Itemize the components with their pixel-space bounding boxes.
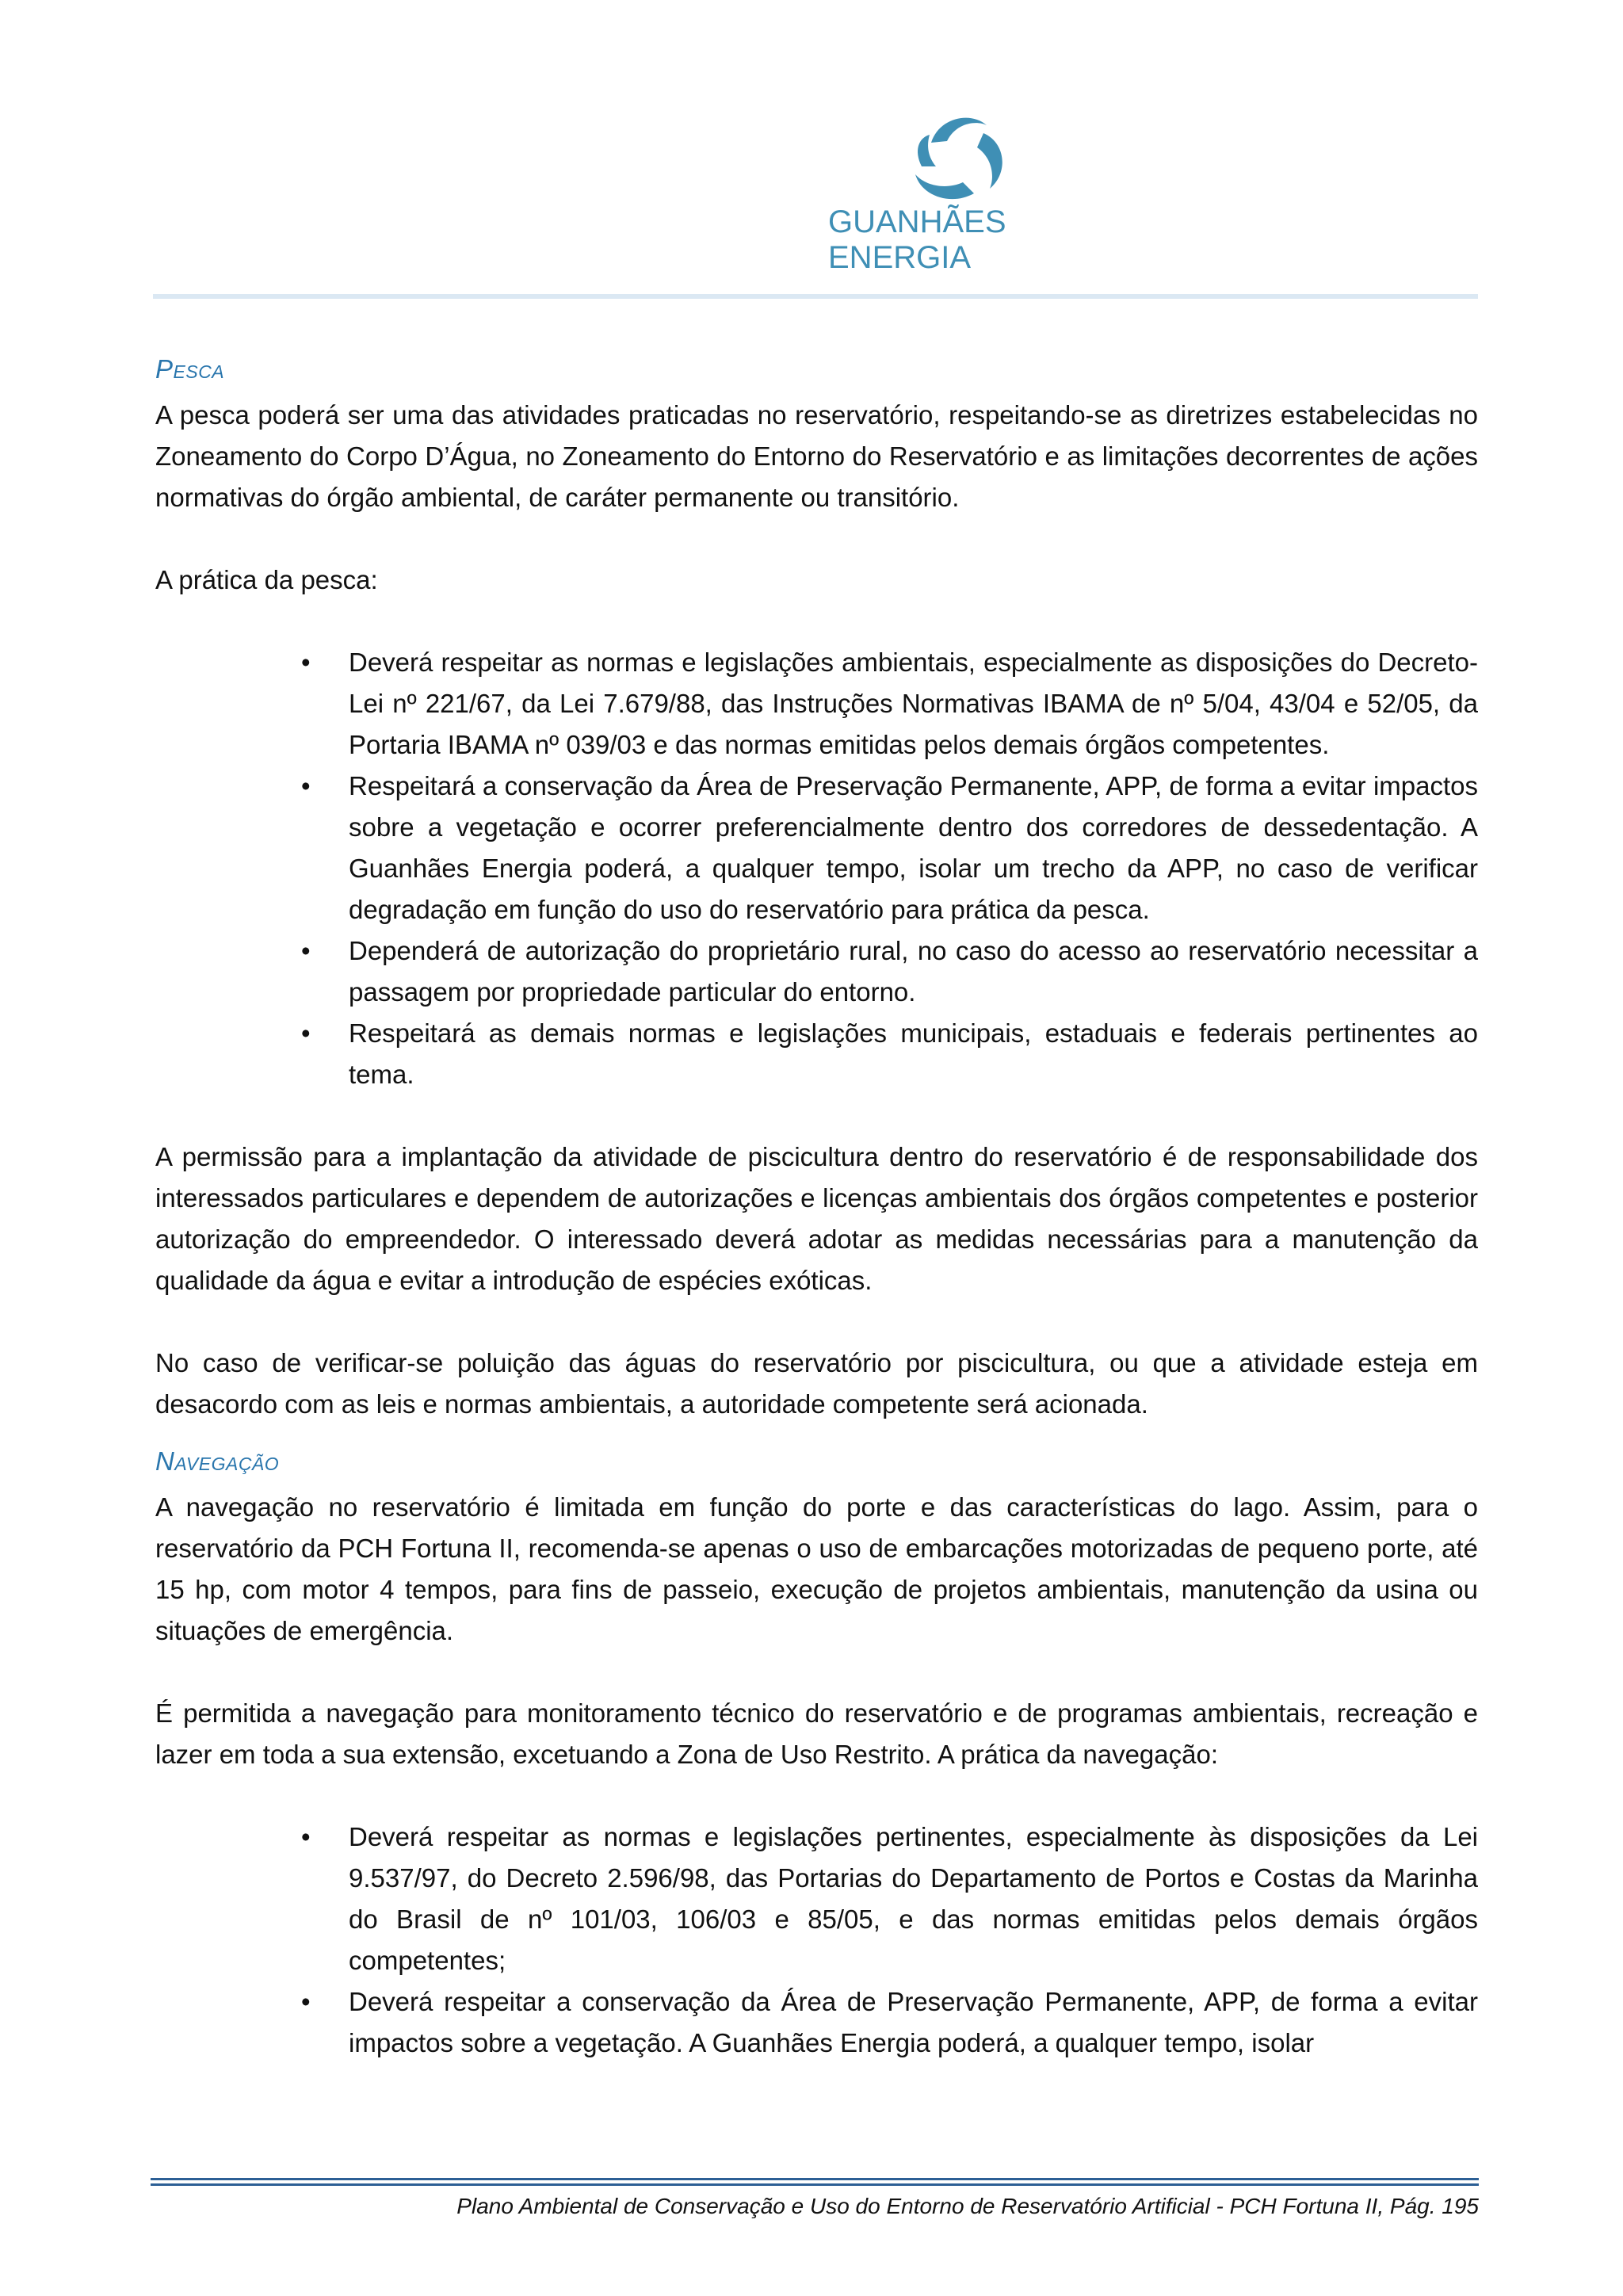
list-item (301, 930, 1478, 1013)
section-heading-navegacao: Navegação (155, 1446, 280, 1476)
bullet-icon: • (301, 1018, 311, 1048)
list-item-text: Respeitará a conservação da Área de Preservação Permanente, APP, de forma a evitar impactos sobre a vegetação e ocorrer preferencialmente dentro dos corredores de dessedentação. A Guanhães Energia poderá, a qualquer tempo, isolar um trecho da APP, no caso de verificar degradação em função do uso do reservatório para prática da pesca. (349, 771, 1478, 924)
list-item (301, 1013, 1478, 1095)
navegacao-paragraph-1: A navegação no reservatório é limitada em função do porte e das características do lago. Assim, para o reservatório da PCH Fortuna II, recomenda-se apenas o uso de embarcações motorizadas de pequeno porte, até 15 hp, com motor 4 tempos, para fins de passeio, execução de projetos ambientais, manutenção da usina ou situações de emergência. (155, 1492, 1478, 1645)
list-item-text: Deverá respeitar as normas e legislações pertinentes, especialmente às disposições da Lei 9.537/97, do Decreto 2.596/98, das Portarias do Departamento de Portos e Costas da Marinha do Brasil de nº 101/03, 106/03 e 85/05, e das normas emitidas pelos demais órgãos competentes; (349, 1822, 1478, 1975)
bullet-icon: • (301, 1987, 311, 2016)
page-content (155, 349, 1478, 2064)
bullet-icon: • (301, 936, 311, 965)
pesca-bullet-list (155, 642, 1478, 1095)
pesca-paragraph-2: A prática da pesca: (155, 565, 378, 594)
page-footer: Plano Ambiental de Conservação e Uso do Entorno de Reservatório Artificial - PCH Fortuna II, Pág. 195 (456, 2194, 1479, 2218)
list-item (301, 1817, 1478, 1981)
company-logo (820, 103, 1137, 275)
section-heading-pesca: Pesca (155, 354, 225, 384)
pesca-paragraph-4: No caso de verificar-se poluição das águas do reservatório por piscicultura, ou que a atividade esteja em desacordo com as leis e normas ambientais, a autoridade competente será acionada. (155, 1348, 1478, 1419)
bullet-icon: • (301, 648, 311, 677)
logo-text: GUANHÃES ENERGIA (828, 204, 1006, 275)
pesca-paragraph-1: A pesca poderá ser uma das atividades praticadas no reservatório, respeitando-se as diretrizes estabelecidas no Zoneamento do Corpo D’Água, no Zoneamento do Entorno do Reservatório e as limitações decorrentes de ações normativas do órgão ambiental, de caráter permanente ou transitório. (155, 400, 1478, 512)
list-item-text: Deverá respeitar as normas e legislações ambientais, especialmente as disposições do Decreto-Lei nº 221/67, da Lei 7.679/88, das Instruções Normativas IBAMA de nº 5/04, 43/04 e 52/05, da Portaria IBAMA nº 039/03 e das normas emitidas pelos demais órgãos competentes. (349, 648, 1478, 759)
header-divider (153, 294, 1478, 299)
list-item (301, 766, 1478, 930)
list-item-text: Deverá respeitar a conservação da Área de Preservação Permanente, APP, de forma a evitar impactos sobre a vegetação. A Guanhães Energia poderá, a qualquer tempo, isolar (349, 1987, 1478, 2057)
footer-divider-bottom (151, 2183, 1479, 2186)
footer-divider-top (151, 2178, 1479, 2180)
pesca-paragraph-3: A permissão para a implantação da atividade de piscicultura dentro do reservatório é de responsabilidade dos interessados particulares e dependem de autorizações e licenças ambientais dos órgãos competentes e posterior autorização do empreendedor. O interessado deverá adotar as medidas necessárias para a manutenção da qualidade da água e evitar a introdução de espécies exóticas. (155, 1142, 1478, 1295)
list-item (301, 1981, 1478, 2064)
navegacao-paragraph-2: É permitida a navegação para monitoramento técnico do reservatório e de programas ambientais, recreação e lazer em toda a sua extensão, excetuando a Zona de Uso Restrito. A prática da navegação: (155, 1698, 1478, 1769)
list-item (301, 642, 1478, 766)
list-item-text: Dependerá de autorização do proprietário rural, no caso do acesso ao reservatório necessitar a passagem por propriedade particular do entorno. (349, 936, 1478, 1007)
swirl-logo-icon (907, 111, 1010, 206)
bullet-icon: • (301, 1822, 311, 1851)
bullet-icon: • (301, 771, 311, 800)
list-item-text: Respeitará as demais normas e legislações municipais, estaduais e federais pertinentes ao tema. (349, 1018, 1478, 1089)
navegacao-bullet-list (155, 1817, 1478, 2064)
